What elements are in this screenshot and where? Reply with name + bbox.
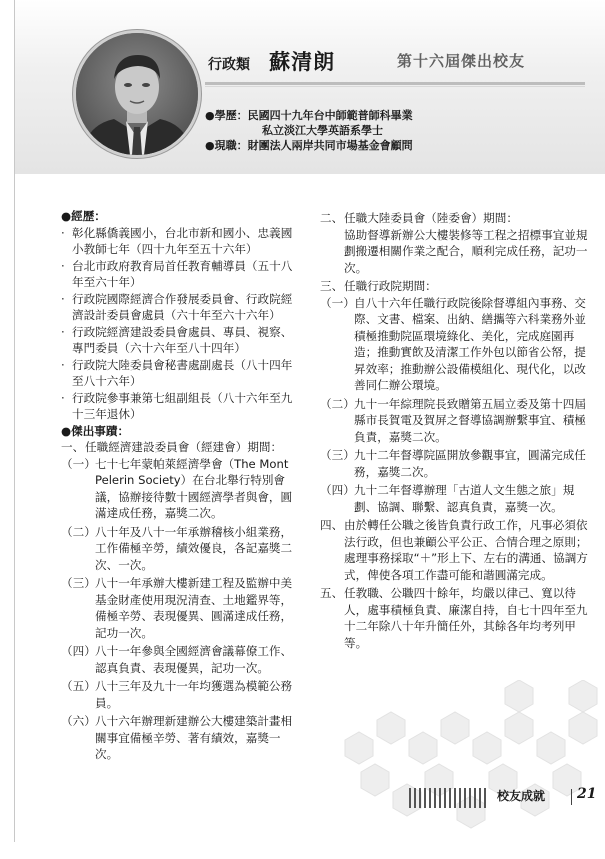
experience-item-text: 行政院經濟建設委員會處員、專員、視察、專門委員（六十六年至八十四年）: [72, 324, 293, 355]
section-heading: [61, 439, 303, 456]
section-marker: 一、: [61, 440, 85, 454]
item-marker: （四）: [320, 483, 355, 497]
item-text: 九十一年綜理院長致贈第五屆立委及第十四屆縣市長賀電及賀屏之督導協調辦繫事宜、積極負責，嘉獎二次。: [354, 396, 586, 444]
current-position: 財團法人兩岸共同市場基金會顧問: [247, 139, 413, 152]
profile-info: [205, 108, 413, 153]
item-text: 九十二年督導院區開放參觀事宜，圓滿完成任務，嘉獎二次。: [354, 448, 586, 479]
experience-item-text: 行政院參事兼第七組副組長（八十六年至九十三年退休）: [72, 390, 293, 421]
item-marker: （一）: [61, 456, 96, 471]
experience-item: · 行政院國際經濟合作發展委員會、行政院經濟設計委員會處員（六十年至六十六年）: [61, 291, 303, 324]
section-title: 任職大陸委員會（陸委會）期間：: [344, 211, 518, 225]
experience-item-text: 彰化縣僑義國小，台北市新和國小、忠義國小教師七年（四十九年至五十六年）: [72, 225, 293, 256]
item-marker: （二）: [61, 524, 96, 539]
item-marker: （三）: [61, 576, 96, 590]
achievement-item: [320, 482, 592, 515]
achievement-item: [61, 643, 303, 676]
footer-divider: [571, 789, 572, 805]
item-text: 七十七年蒙帕萊經濟學會（The Mont Pelerin Society）在台北舉行特別會議，協辦接待數十國經濟學者與會，圓滿達成任務，嘉獎二次。: [95, 456, 293, 520]
experience-item: · 行政院大陸委員會秘書處副處長（八十四年至八十六年）: [61, 357, 303, 390]
item-text: 八十三年及九十一年均獲選為模範公務員。: [95, 679, 293, 710]
achievement-item: [320, 295, 592, 394]
section-marker: 四、: [320, 518, 344, 532]
section-title: 任職行政院期間：: [344, 279, 437, 293]
current-position-label: ●現職：: [205, 139, 248, 152]
achievement-item: [320, 396, 592, 446]
page: [14, 0, 605, 842]
achievements-heading: ●傑出事蹟：: [61, 423, 130, 438]
item-marker: （一）: [320, 295, 355, 310]
portrait-photo: [73, 30, 201, 158]
item-text: 八十一年承辦大樓新建工程及監辦中美基金財產使用現況清查、土地鑑界等，備極辛勞、表現優異、圓滿達成任務，記功一次。: [95, 576, 293, 640]
page-number: 21: [577, 786, 597, 802]
experience-item: · 行政院經濟建設委員會處員、專員、視察、專門委員（六十六年至八十四年）: [61, 324, 303, 357]
experience-item: · 彰化縣僑義國小，台北市新和國小、忠義國小教師七年（四十九年至五十六年）: [61, 225, 303, 258]
item-marker: （三）: [320, 448, 355, 462]
section-heading: [320, 210, 592, 227]
section-marker: 三、: [320, 279, 344, 293]
section-heading: [320, 278, 592, 295]
hexagon-decoration: [325, 680, 605, 840]
achievement-item: [61, 678, 303, 711]
section-marker: 五、: [320, 586, 344, 600]
item-text: 自八十六年任職行政院後除督導組內事務、交際、文書、檔案、出納、繕攜等六科業務外並積極推動院區環境綠化、美化，完成庭園再造；推動實飲及清潔工作外包以節省公帑，提昇效率；推動辦公設備模組化、現代化，以改善同仁辦公環境。: [354, 295, 586, 392]
experience-heading: ●經歷：: [61, 209, 106, 223]
item-text: 九十二年督導辦理「古道人文生態之旅」規劃、協調、聯繫、認真負責，嘉獎一次。: [354, 483, 575, 514]
right-column: [320, 210, 592, 653]
education-entry: 民國四十九年台中師範普師科畢業: [247, 109, 413, 122]
achievement-item: [61, 456, 303, 522]
left-column: [61, 208, 303, 765]
item-marker: （五）: [61, 679, 96, 693]
section-title: 任職經濟建設委員會（經建會）期間：: [85, 440, 283, 454]
achievement-item: [61, 575, 303, 641]
education-label: ●學歷：: [205, 109, 248, 122]
item-marker: （二）: [320, 396, 355, 411]
footer-stripes: [409, 788, 489, 808]
title-row: [208, 46, 335, 76]
portrait-illustration: [76, 33, 198, 155]
current-position-line: [205, 138, 413, 153]
category-label: 行政類: [208, 57, 250, 73]
achievement-item: [320, 447, 592, 480]
item-marker: （四）: [61, 644, 96, 658]
person-name: 蘇清朗: [269, 49, 336, 74]
title-divider: [205, 82, 585, 85]
education-line: [205, 108, 413, 123]
item-text: 八十年及八十一年承辦稽核小組業務，工作備極辛勞，績效優良，各記嘉獎二次、一次。: [95, 524, 293, 572]
section-paragraph: [320, 517, 592, 583]
section-body: 由於轉任公職之後皆負責行政工作，凡事必須依法行政，但也兼顧公平公正、合情合理之原則；處理事務採取“＋”形上下、左右的溝通、協調方式，俾使各項工作盡可能和諧圓滿完成。: [344, 518, 588, 582]
experience-item: · 行政院參事兼第七組副組長（八十六年至九十三年退休）: [61, 390, 303, 423]
award-title: 第十六屆傑出校友: [397, 52, 526, 70]
item-marker: （六）: [61, 714, 96, 728]
section-body: 協助督導新辦公大樓裝修等工程之招標事宜並規劃搬遷相關作業之配合，順利完成任務，記功一次。: [344, 227, 588, 275]
item-text: 八十一年參與全國經濟會議幕僚工作、認真負責、表現優異，記功一次。: [95, 644, 293, 675]
experience-item-text: 台北市政府教育局首任教育輔導員（五十八年至六十年）: [72, 258, 293, 289]
experience-item-text: 行政院大陸委員會秘書處副處長（八十四年至八十六年）: [72, 357, 293, 388]
section-paragraph: [320, 585, 592, 651]
achievement-item: [61, 713, 303, 763]
achievement-item: [61, 524, 303, 574]
experience-item-text: 行政院國際經濟合作發展委員會、行政院經濟設計委員會處員（六十年至六十六年）: [72, 291, 293, 322]
footer-section-label: 校友成就: [497, 789, 546, 803]
item-text: 八十六年辦理新建辦公大樓建築計畫相關事宜備極辛勞、著有績效，嘉獎一次。: [95, 714, 293, 761]
section-body: 任教職、公職四十餘年，均嚴以律己、寬以待人，處事積極負責、廉潔自持，自七十四年至九十二年除八十年升簡任外，其餘各年均考列甲等。: [344, 586, 588, 650]
title-divider-thin: [205, 86, 585, 87]
experience-item: · 台北市政府教育局首任教育輔導員（五十八年至六十年）: [61, 258, 303, 291]
section-marker: 二、: [320, 211, 344, 225]
education-entry: 私立淡江大學英語系學士: [262, 124, 383, 137]
